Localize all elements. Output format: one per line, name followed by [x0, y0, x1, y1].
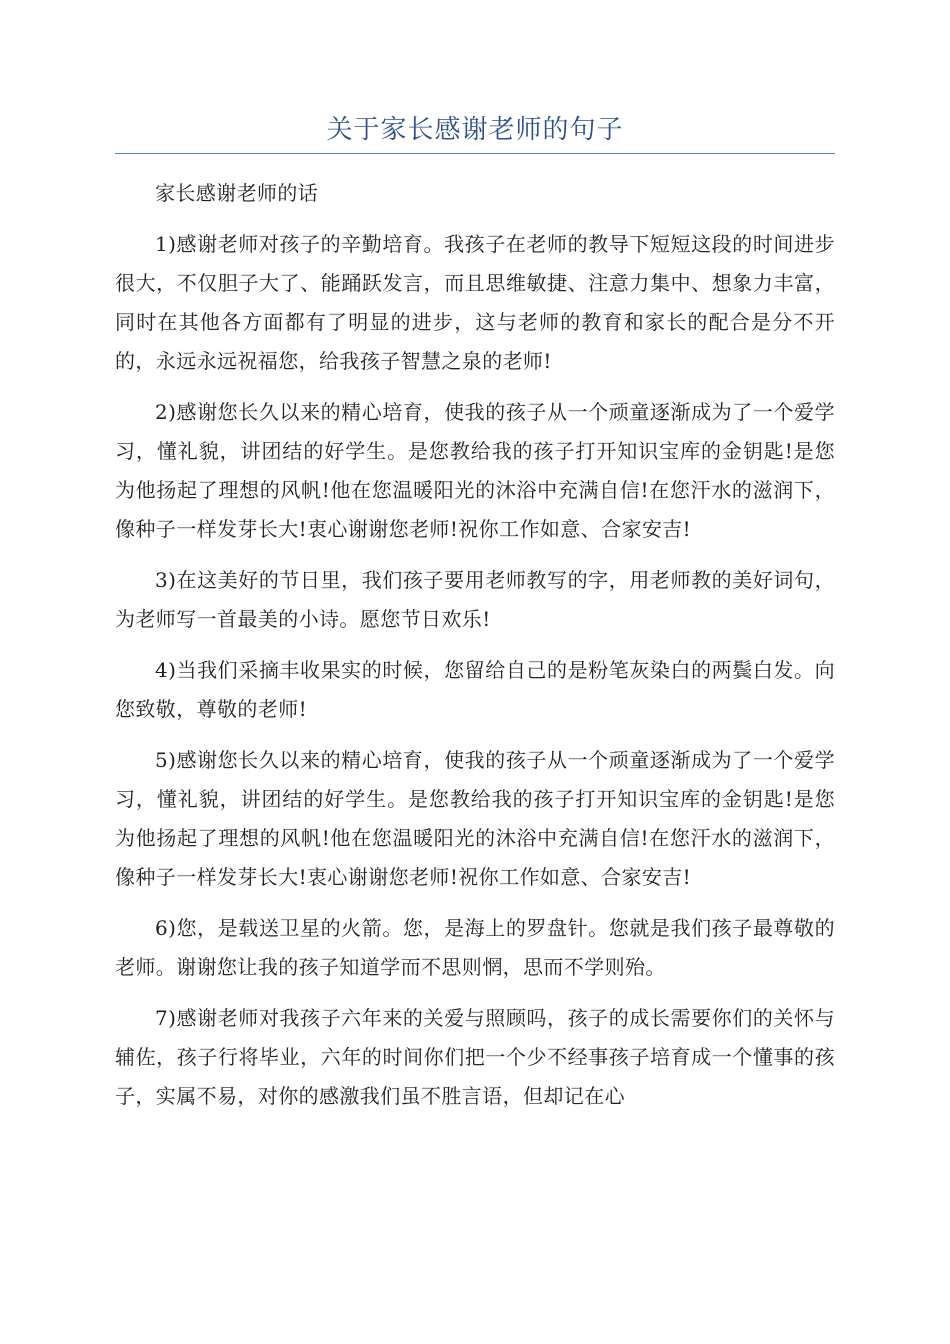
paragraph-5: 5)感谢您长久以来的精心培育，使我的孩子从一个顽童逐渐成为了一个爱学习，懂礼貌，讲团结的好学生。是您教给我的孩子打开知识宝库的金钥匙!是您为他扬起了理想的风帆!他在您温暖阳光的沐浴中充满自信!在您汗水的滋润下，像种子一样发芽长大!衷心谢谢您老师!祝你工作如意、合家安吉!: [115, 748, 835, 889]
paragraph-2: 2)感谢您长久以来的精心培育，使我的孩子从一个顽童逐渐成为了一个爱学习，懂礼貌，讲团结的好学生。是您教给我的孩子打开知识宝库的金钥匙!是您为他扬起了理想的风帆!他在您温暖阳光的沐浴中充满自信!在您汗水的滋润下，像种子一样发芽长大!衷心谢谢您老师!祝你工作如意、合家安吉!: [115, 400, 835, 541]
paragraph-3: 3)在这美好的节日里，我们孩子要用老师教写的字，用老师教的美好词句，为老师写一首最美的小诗。愿您节日欢乐!: [115, 568, 835, 631]
section-heading: 家长感谢老师的话: [155, 181, 319, 205]
paragraph-4: 4)当我们采摘丰收果实的时候，您留给自己的是粉笔灰染白的两鬓白发。向您致敬，尊敬的老师!: [115, 658, 835, 721]
page-title: 关于家长感谢老师的句子: [326, 115, 624, 145]
title-underline: [115, 153, 835, 154]
document-body: [115, 174, 835, 1128]
paragraph-7: 7)感谢老师对我孩子六年来的关爱与照顾吗，孩子的成长需要你们的关怀与辅佐，孩子行将毕业，六年的时间你们把一个少不经事孩子培育成一个懂事的孩子，实属不易，对你的感激我们虽不胜言语，但却记在心: [115, 1006, 835, 1108]
paragraph-6: 6)您，是载送卫星的火箭。您，是海上的罗盘针。您就是我们孩子最尊敬的老师。谢谢您让我的孩子知道学而不思则惘，思而不学则殆。: [115, 916, 835, 979]
paragraph-1: 1)感谢老师对孩子的辛勤培育。我孩子在老师的教导下短短这段的时间进步很大，不仅胆子大了、能踊跃发言，而且思维敏捷、注意力集中、想象力丰富，同时在其他各方面都有了明显的进步，这与老师的教育和家长的配合是分不开的，永远永远祝福您，给我孩子智慧之泉的老师!: [115, 232, 835, 373]
